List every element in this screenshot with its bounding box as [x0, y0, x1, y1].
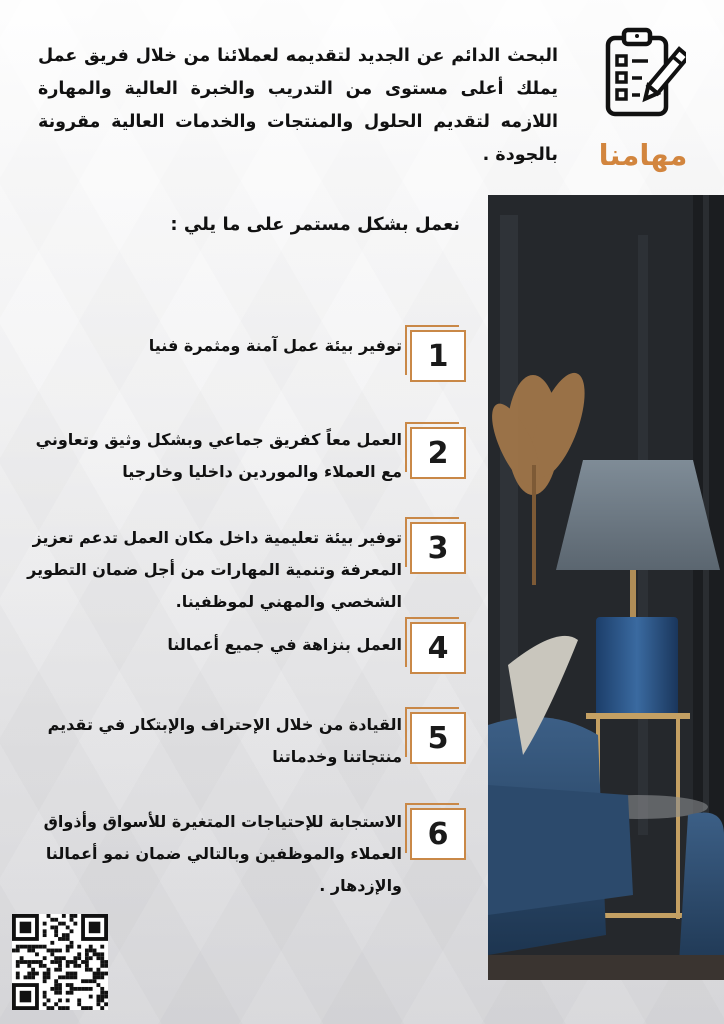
- item-number-box: [410, 522, 466, 574]
- item-number-box: [410, 427, 466, 479]
- page-title: مهامنا: [598, 138, 688, 172]
- item-number-box: [410, 622, 466, 674]
- list-item-text: الاستجابة للإحتياجات المتغيرة للأسواق وأذواق العملاء والموظفين وبالتالي ضمان نمو أعمالنا والإزدهار .: [43, 812, 402, 895]
- intro-paragraph: البحث الدائم عن الجديد لتقديمه لعملائنا من خلال فريق عمل يملك أعلى مستوى من التدريب والخبرة العالية والمهارة اللازمه لتقديم الحلول والمنتجات والخدمات العالية مقرونة بالجودة .: [38, 46, 558, 165]
- item-number: 6: [427, 816, 449, 852]
- item-number: 2: [427, 435, 449, 471]
- item-number-box: [410, 330, 466, 382]
- subheading: نعمل بشكل مستمر على ما يلي :: [170, 214, 460, 235]
- clipboard-checklist-icon: [602, 26, 686, 120]
- qr-code[interactable]: [12, 914, 108, 1010]
- list-item-text: العمل بنزاهة في جميع أعمالنا: [167, 635, 402, 654]
- interior-photo: [488, 195, 724, 980]
- interior-photo-art: [488, 195, 724, 980]
- item-number-box: [410, 808, 466, 860]
- item-number: 5: [427, 720, 449, 756]
- item-number: 1: [427, 338, 449, 374]
- list-item-text: القيادة من خلال الإحتراف والإبتكار في تقديم منتجاتنا وخدماتنا: [47, 715, 402, 766]
- item-number: 3: [427, 530, 449, 566]
- list-item-text: العمل معاً كفريق جماعي وبشكل وثيق وتعاوني مع العملاء والموردين داخليا وخارجيا: [35, 430, 402, 481]
- item-number: 4: [427, 630, 449, 666]
- list-item-text: توفير بيئة تعليمية داخل مكان العمل تدعم تعزيز المعرفة وتنمية المهارات من أجل ضمان التطوير الشخصي والمهني لموظفينا.: [27, 528, 402, 611]
- list-item-text: توفير بيئة عمل آمنة ومثمرة فنيا: [148, 336, 402, 355]
- item-number-box: [410, 712, 466, 764]
